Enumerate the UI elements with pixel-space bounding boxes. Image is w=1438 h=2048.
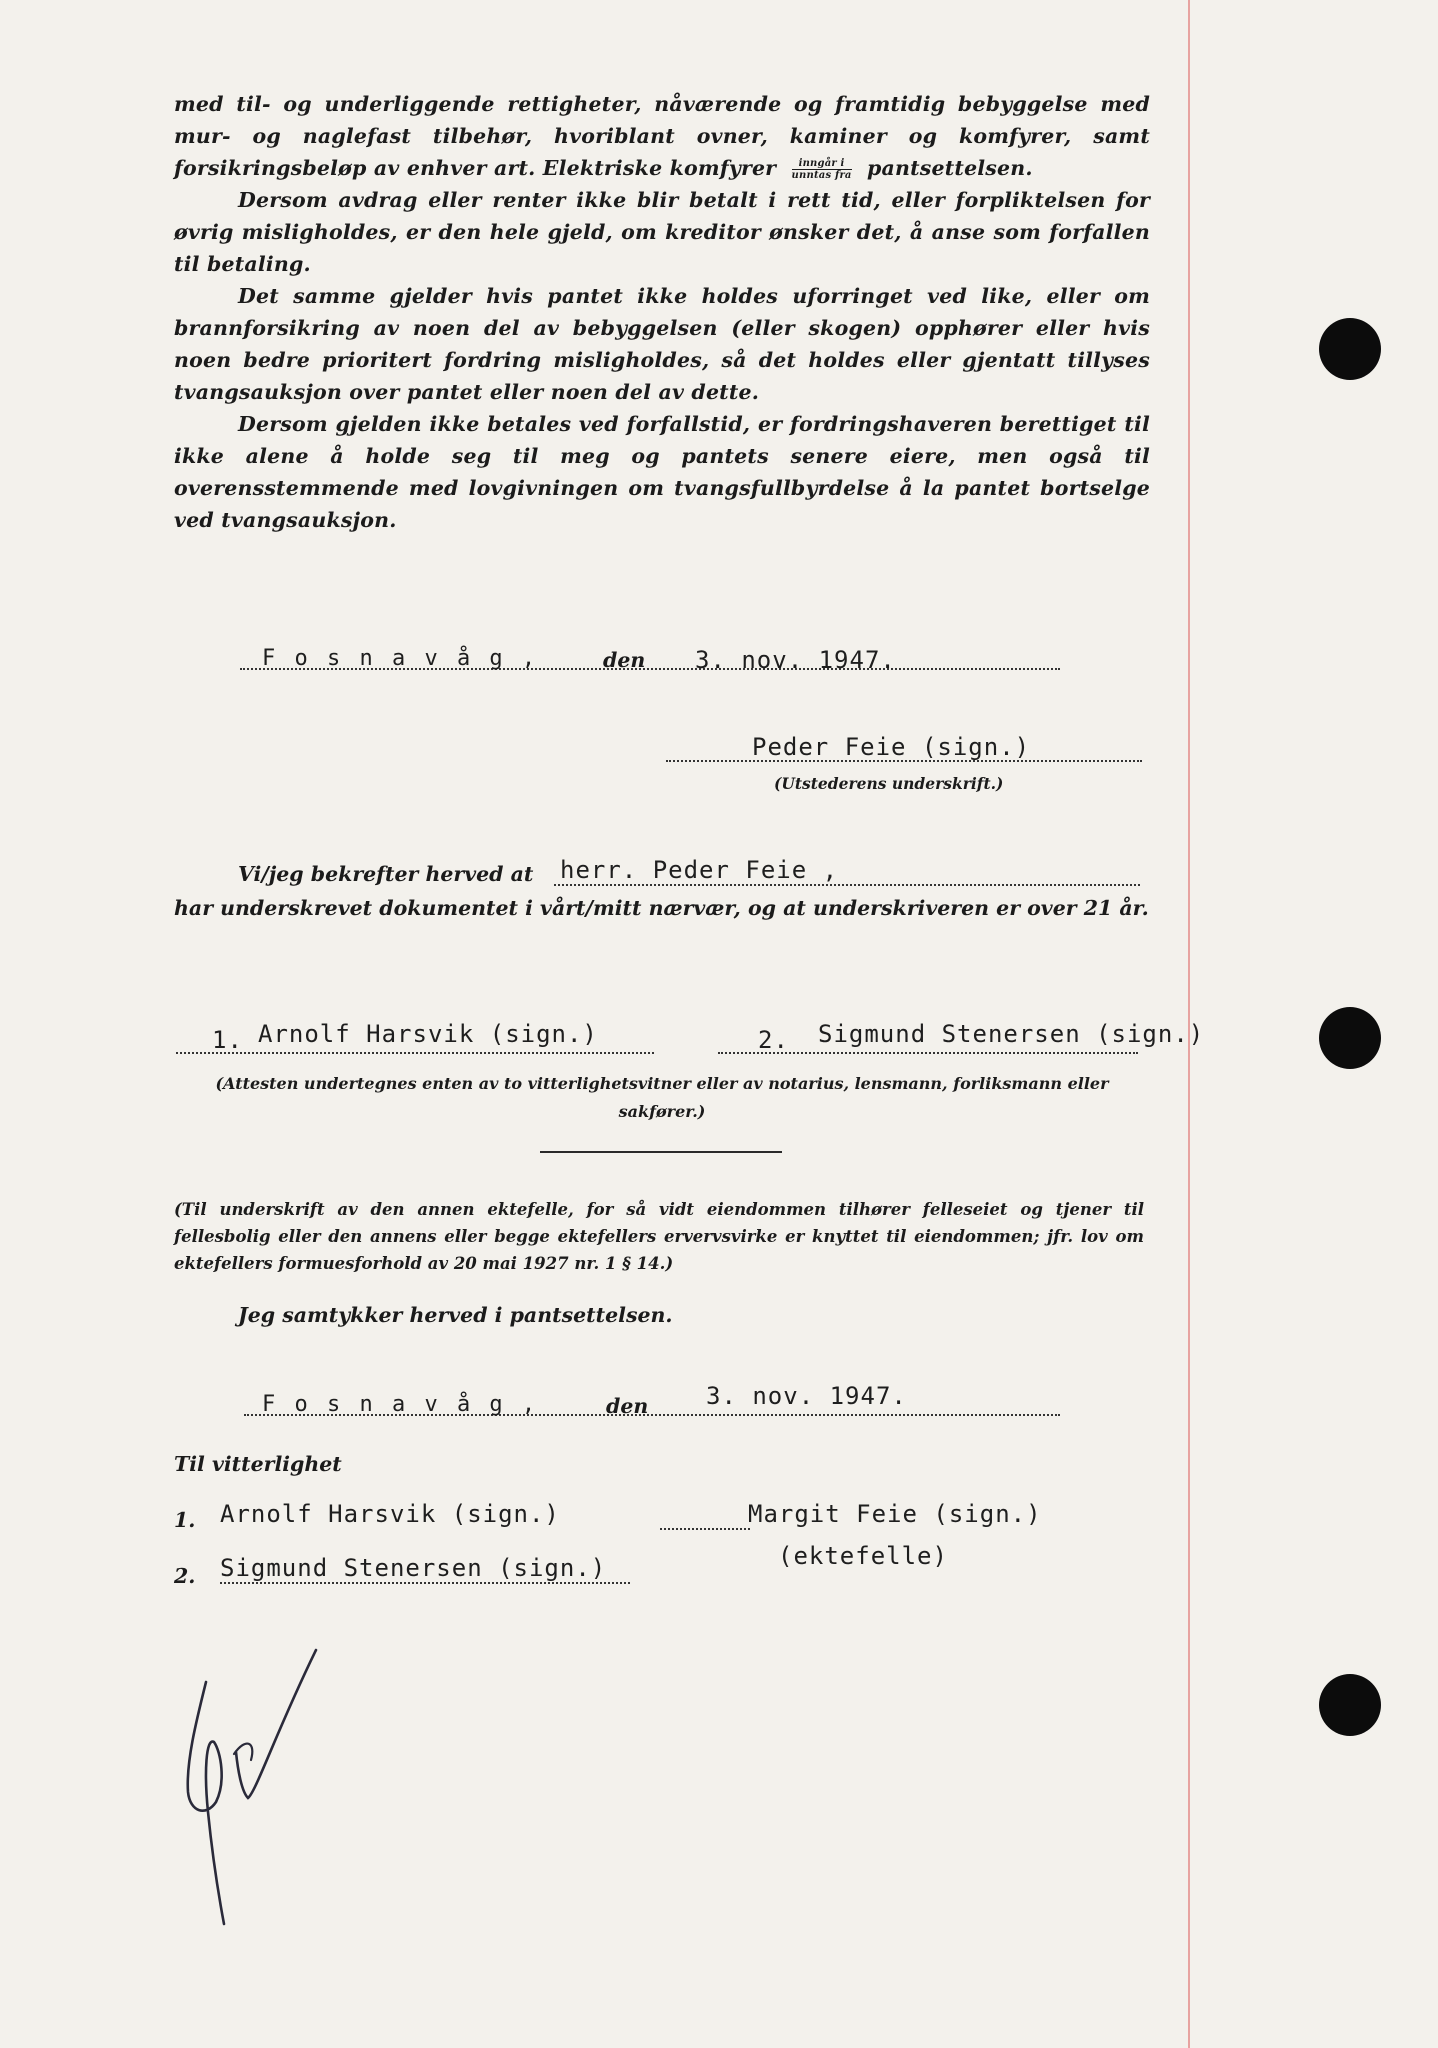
attest-text: har underskrevet dokumentet i vårt/mitt nærvær, og at underskriveren er over 21 år. (174, 896, 1149, 920)
consent-w1-number: 1. (174, 1508, 196, 1532)
attest-lead: Vi/jeg bekrefter herved at (238, 862, 534, 886)
punch-hole (1319, 318, 1381, 380)
den-label: den (603, 648, 646, 672)
spouse-signature-line (660, 1528, 750, 1530)
signature-caption: (Utstederens underskrift.) (774, 774, 1004, 793)
consent-date: 3. nov. 1947. (706, 1382, 907, 1410)
section-divider (540, 1151, 782, 1153)
paragraph-enforcement: Dersom gjelden ikke betales ved forfallstid, er fordringshaveren berettiget til ikke alene å holde seg til meg og pantets senere eiere, men også til overensstemmende med lovgivningen om tvangsfullbyrdelse å la pantet bortselge ved tvangsauksjon. (174, 412, 1150, 532)
consent-w2-number: 2. (174, 1564, 196, 1588)
witness-label: Til vitterlighet (174, 1452, 342, 1476)
consent-den-label: den (606, 1394, 649, 1418)
consent-place: F o s n a v å g , (262, 1392, 539, 1417)
punch-hole (1319, 1007, 1381, 1069)
issue-date: 3. nov. 1947. (695, 646, 896, 674)
witness1-line (176, 1052, 654, 1054)
spouse-signature: Margit Feie (sign.) (748, 1500, 1042, 1528)
inclusion-fraction: $\frac{\text{inngår i}}{\text{unntas fra}}$ (791, 158, 852, 181)
attest-caption: (Attesten undertegnes enten av to vitterlighetsvitner eller av notarius, lensmann, forliksmann eller sakfører.) (215, 1074, 1109, 1121)
issue-place: F o s n a v å g , (262, 646, 539, 671)
handwritten-initials-mark (176, 1642, 326, 1932)
paragraph-insurance: Det samme gjelder hvis pantet ikke holdes uforringet ved like, eller om brannforsikring av noen del av bebyggelsen (eller skogen) opphører eller hvis noen bedre prioritert fordring misligholdes, så det holdes eller gjentatt tillyses tvangsauksjon over pantet eller noen del av dette. (174, 284, 1150, 404)
mortgage-terms (174, 88, 1150, 536)
witness1-number: 1. (212, 1026, 243, 1054)
witness1-signature: Arnolf Harsvik (sign.) (258, 1020, 598, 1048)
paragraph-default: Dersom avdrag eller renter ikke blir betalt i rett tid, eller forpliktelsen for øvrig misligholdes, er den hele gjeld, om kreditor ønsker det, å anse som forfallen til betaling. (174, 188, 1150, 276)
attest-name: herr. Peder Feie , (560, 856, 839, 884)
consent-w2-line (220, 1582, 630, 1584)
spouse-note: (Til underskrift av den annen ektefelle, for så vidt eiendommen tilhører felleseiet og tjener til fellesbolig eller den annens eller begge ektefellers ervervsvirke er knyttet til eiendommen; jfr. lov om ektefellers formuesforhold av 20 mai 1927 nr. 1 § 14.) (174, 1200, 1144, 1273)
witness2-number: 2. (758, 1026, 789, 1054)
witness2-signature: Sigmund Stenersen (sign.) (818, 1020, 1205, 1048)
consent-text: Jeg samtykker herved i pantsettelsen. (238, 1303, 673, 1327)
punch-hole (1319, 1674, 1381, 1736)
consent-w1-signature: Arnolf Harsvik (sign.) (220, 1500, 560, 1528)
attest-name-line (554, 884, 1140, 886)
consent-w2-signature: Sigmund Stenersen (sign.) (220, 1554, 607, 1582)
paragraph-property-rights: med til- og underliggende rettigheter, nåværende og framtidig bebyggelse med mur- og naglefast tilbehør, hvoriblant ovner, kaminer og komfyrer, samt forsikringsbeløp av enhver art. Elektriske komfyrer $\frac{\text{inngår i}}{\text{unntas fra}}$ pantsettelsen. (174, 92, 1150, 181)
issuer-signature: Peder Feie (sign.) (752, 733, 1031, 761)
spouse-role: (ektefelle) (778, 1542, 948, 1570)
